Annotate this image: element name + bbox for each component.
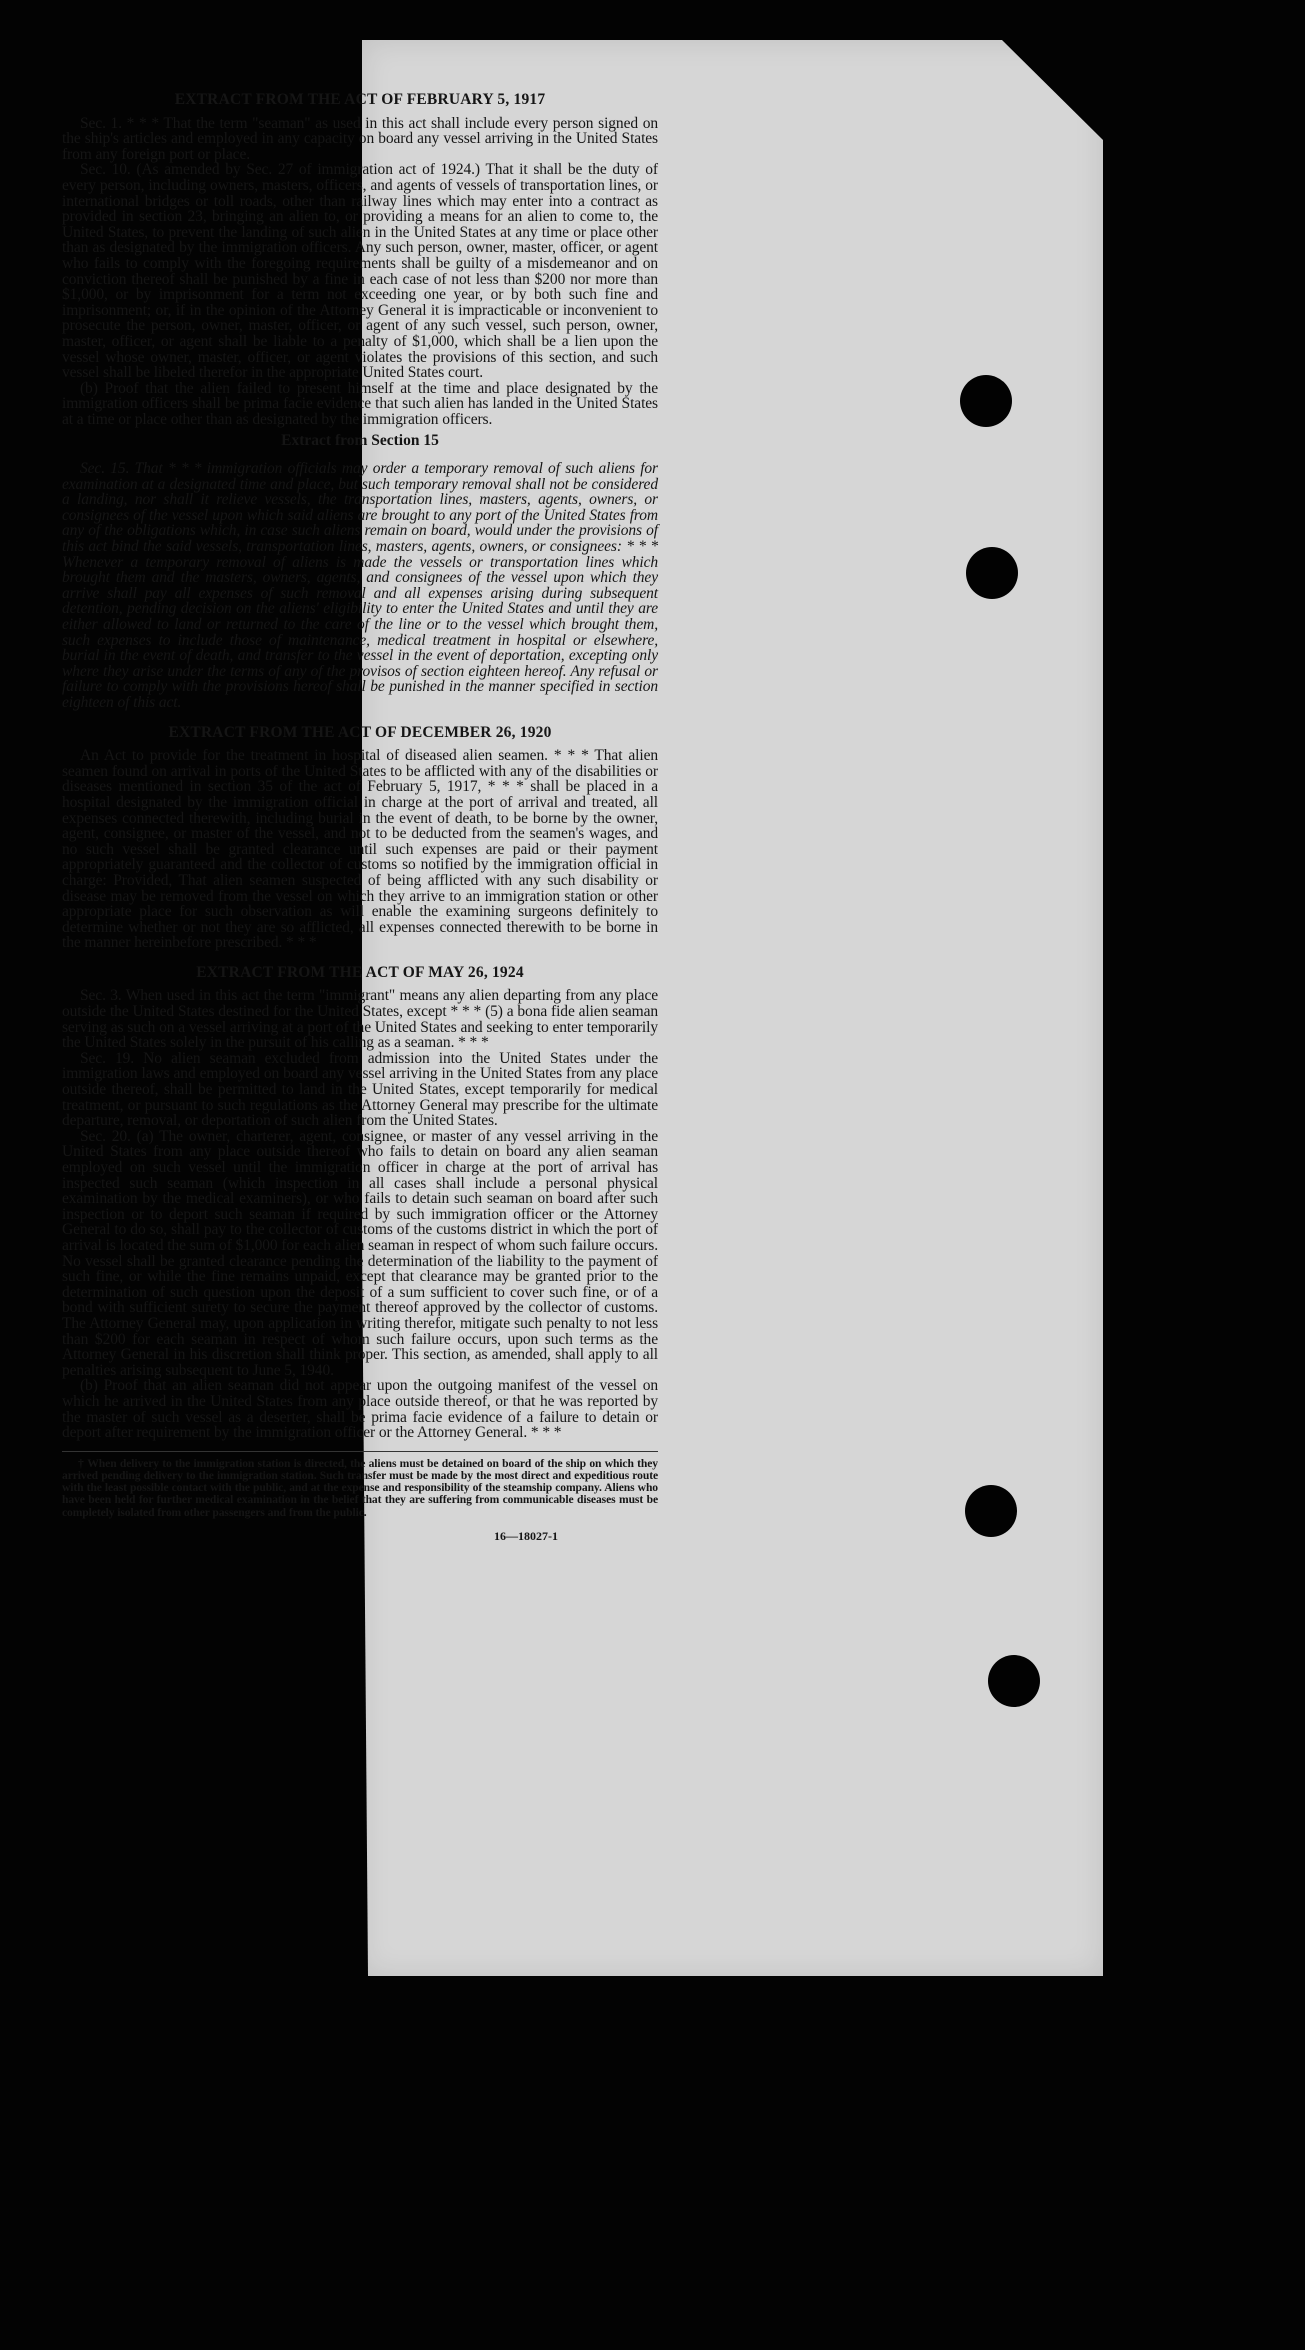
paragraph-sec-20-a: Sec. 20. (a) The owner, charterer, agent, consignee, or master of any vessel arriving in the United States from any place outside thereof who fails to detain on board any alien seaman employed on such vessel until the immigration officer in charge at the port of arrival has inspected such seaman (which inspection in all cases shall include a personal physical examination by the medical examiners), or who fails to detain such seaman on board after such inspection or to deport such seaman if required by such immigration officer or the Attorney General to do so, shall pay to the collector of customs of the customs district in which the port of arrival is located the sum of $1,000 for each alien seaman in respect of whom such failure occurs. No vessel shall be granted clearance pending the determination of the liability to the payment of such fine, or while the fine remains unpaid, except that clearance may be granted prior to the determination of such question upon the deposit of a sum sufficient to cover such fine, or of a bond with sufficient surety to secure the payment thereof approved by the collector of customs. The Attorney General may, upon application in writing therefor, mitigate such penalty to not less than $200 for each seaman in respect of whom such failure occurs, upon such terms as the Attorney General in his discretion shall think proper. This section, as amended, shall apply to all penalties arising subsequent to June 5, 1940. bbox=[62, 1127, 658, 1379]
paragraph-sec-10: Sec. 10. (As amended by Sec. 27 of immigration act of 1924.) That it shall be the duty of every person, including owners, masters, officers, and agents of vessels of transportation lines, or international bridges or toll roads, other than railway lines which may enter into a contract as provided in section 23, bringing an alien to, or providing a means for an alien to come to, the United States, to prevent the landing of such alien in the United States at any time or place other than as designated by the immigration officers. Any such person, owner, master, officer, or agent who fails to comply with the foregoing requirements shall be guilty of a misdemeanor and on conviction thereof shall be punished by a fine in each case of not less than $200 nor more than $1,000, or by imprisonment for a term not exceeding one year, or by both such fine and imprisonment; or, if in the opinion of the Attorney General it is impracticable or inconvenient to prosecute the person, owner, master, officer, or agent of any such vessel, such person, owner, master, officer, or agent shall be liable to a penalty of $1,000, which shall be a lien upon the vessel whose owner, master, officer, or agent violates the provisions of this section, and such vessel shall be libeled therefor in the appropriate United States court. bbox=[62, 161, 658, 382]
form-number: 16—18027-1 bbox=[494, 1528, 558, 1543]
punch-hole bbox=[965, 1485, 1017, 1537]
paragraph-sec-3: Sec. 3. When used in this act the term "immigrant" means any alien departing from any place outside the United States destined for the United States, except * * * (5) a bona fide alien seaman serving as such on a vessel arriving at a port of the United States and seeking to enter temporarily the United States solely in the pursuit of his calling as a seaman. * * * bbox=[62, 987, 658, 1052]
footnote: † When delivery to the immigration station is directed, the aliens must be detained on board of the ship on which they arrived pending delivery to the immigration station. Such transfer must be made by the most direct and expeditious route with the least possible contact with the public, and at the expense and responsibility of the steamship company. Aliens who have been held for further medical examination in the belief that they are suffering from communicable diseases must be completely isolated from other passengers and from the public. bbox=[62, 1456, 658, 1519]
punch-hole bbox=[966, 547, 1018, 599]
paragraph-sec-19: Sec. 19. No alien seaman excluded from admission into the United States under the immigration laws and employed on board any vessel arriving in the United States from any place outside thereof, shall be permitted to land in the United States, except temporarily for medical treatment, or pursuant to such regulations as the Attorney General may prescribe for the ultimate departure, removal, or deportation of such alien from the United States. bbox=[62, 1049, 658, 1130]
footnote-divider bbox=[62, 1451, 658, 1452]
paragraph-sec-10-b: (b) Proof that the alien failed to present himself at the time and place designated by the immigration officers shall be prima facie evidence that such alien has landed in the United States at a time or place other than as designated by the immigration officers. bbox=[62, 379, 658, 428]
paragraph-act-1920: An Act to provide for the treatment in hospital of diseased alien seamen. * * * That alien seamen found on arrival in ports of the United States to be afflicted with any of the disabilities or diseases mentioned in section 35 of the act of February 5, 1917, * * * shall be placed in a hospital designated by the immigration official in charge at the port of arrival and treated, all expenses connected therewith, including burial in the event of death, to be borne by the owner, agent, consignee, or master of the vessel, and not to be deducted from the seamen's wages, and no such vessel shall be granted clearance until such expenses are paid or their payment appropriately guaranteed and the collector of customs so notified by the immigration official in charge: Provided, That alien seamen suspected of being afflicted with any such disability or disease may be removed from the vessel on which they arrive to an immigration station or other appropriate place for such observation as will enable the examining surgeons definitely to determine whether or not they are so afflicted, all expenses connected therewith to be borne in the manner hereinbefore prescribed. * * * bbox=[62, 747, 658, 952]
punch-hole bbox=[988, 1655, 1040, 1707]
section-heading-dec-1920: EXTRACT FROM THE ACT OF DECEMBER 26, 1920 bbox=[168, 723, 552, 741]
punch-hole bbox=[960, 375, 1012, 427]
document-text bbox=[62, 92, 658, 1544]
paragraph-sec-1: Sec. 1. * * * That the term "seaman" as used in this act shall include every person signed on the ship's articles and employed in any capacity on board any vessel arriving in the United States from any foreign port or place. bbox=[62, 114, 658, 163]
section-heading-feb-1917: EXTRACT FROM THE ACT OF FEBRUARY 5, 1917 bbox=[174, 91, 546, 108]
section-heading-may-1924: EXTRACT FROM THE ACT OF MAY 26, 1924 bbox=[196, 963, 524, 981]
section-heading-sec-15: Extract from Section 15 bbox=[281, 432, 439, 450]
paragraph-sec-15: Sec. 15. That * * * immigration officials may order a temporary removal of such aliens for examination at a designated time and place, but such temporary removal shall not be considered a landing, nor shall it relieve vessels, the transportation lines, masters, agents, owners, or consignees of the vessel upon which said aliens are brought to any port of the United States from any of the obligations which, in case such aliens remain on board, would under the provisions of this act bind the said vessels, transportation lines, masters, agents, owners, or consignees: * * * Whenever a temporary removal of aliens is made the vessels or transportation lines which brought them and the masters, owners, agents, and consignees of the vessel upon which they arrive shall pay all expenses of such removal and all expenses arising during subsequent detention, pending decision on the aliens' eligibility to enter the United States and until they are either allowed to land or returned to the care of the line or to the vessel which brought them, such expenses to include those of maintenance, medical treatment in hospital or elsewhere, burial in the event of death, and transfer to the vessel in the event of deportation, excepting only where they arise under the terms of any of the provisos of section eighteen hereof. Any refusal or failure to comply with the provisions hereof shall be punished in the manner specified in section eighteen of this act. bbox=[62, 460, 658, 711]
paragraph-sec-20-b: (b) Proof that an alien seaman did not appear upon the outgoing manifest of the vessel on which he arrived in the United States from any place outside thereof, or that he was reported by the master of such vessel as a deserter, shall be prima facie evidence of a failure to detain or deport after requirement by the immigration officer or the Attorney General. * * * bbox=[62, 1377, 658, 1442]
